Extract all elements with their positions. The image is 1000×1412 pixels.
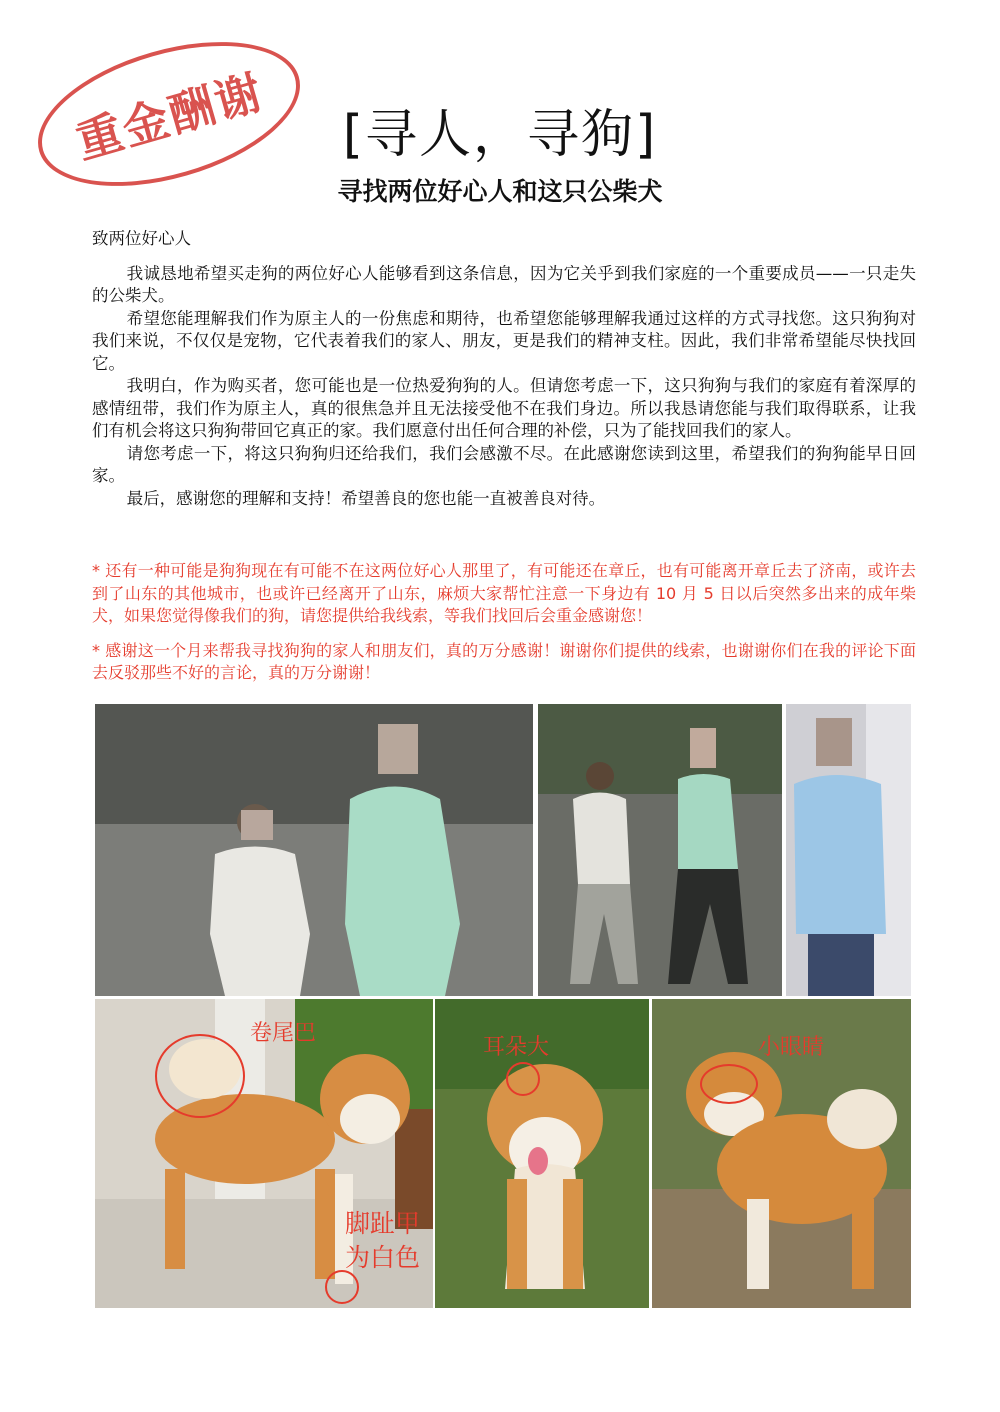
small-eyes-circle <box>700 1064 758 1104</box>
letter-body <box>92 228 916 510</box>
note: * 感谢这一个月来帮我寻找狗狗的家人和朋友们，真的万分感谢！谢谢你们提供的线索，也谢谢你们在我的评论下面去反驳那些不好的言论，真的万分谢谢！ <box>92 640 916 682</box>
paragraph: 请您考虑一下，将这只狗狗归还给我们，我们会感激不尽。在此感谢您读到这里，希望我们的狗狗能早日回家。 <box>92 443 916 485</box>
paragraph: 希望您能理解我们作为原主人的一份焦虑和期待，也希望您能够理解我通过这样的方式寻找您。这只狗狗对我们来说，不仅仅是宠物，它代表着我们的家人、朋友，更是我们的精神支柱。因此，我们非常希望能尽快找回它。 <box>92 308 916 373</box>
reward-stamp: 重金酬谢 <box>22 15 317 212</box>
big-ears-circle <box>506 1062 540 1096</box>
page-subtitle: 寻找两位好心人和这只公柴犬 <box>337 177 663 206</box>
annotation-toenails-line1: 脚趾甲 <box>345 1209 421 1238</box>
paragraph: 最后，感谢您的理解和支持！希望善良的您也能一直被善良对待。 <box>126 488 606 508</box>
annotation-big-ears: 耳朵大 <box>483 1035 550 1060</box>
paragraph: 我诚恳地希望买走狗的两位好心人能够看到这条信息，因为它关乎到我们家庭的一个重要成员——一只走失的公柴犬。 <box>92 263 916 305</box>
curly-tail-circle <box>155 1034 245 1118</box>
toenails-circle <box>325 1270 359 1304</box>
annotation-curly-tail: 卷尾巴 <box>250 1021 317 1046</box>
notes <box>92 560 916 697</box>
surveillance-photo-street <box>538 704 782 996</box>
annotation-small-eyes: 小眼睛 <box>758 1035 825 1060</box>
note: * 还有一种可能是狗狗现在有可能不在这两位好心人那里了，有可能还在章丘，也有可能离开章丘去了济南，或许去到了山东的其他城市，也或许已经离开了山东，麻烦大家帮忙注意一下身边有 10 月 5 日以后突然多出来的成年柴犬，如果您觉得像我们的狗，请您提供给我线索，等我们找回后会重金感谢您！ <box>92 561 916 625</box>
surveillance-photo-closeup <box>786 704 911 996</box>
annotation-toenails-line2: 为白色 <box>345 1243 421 1272</box>
surveillance-photo-wide <box>95 704 533 996</box>
paragraph: 我明白，作为购买者，您可能也是一位热爱狗狗的人。但请您考虑一下，这只狗狗与我们的家庭有着深厚的感情纽带，我们作为原主人，真的很焦急并且无法接受他不在我们身边。所以我恳请您能与我们取得联系，让我们有机会将这只狗狗带回它真正的家。我们愿意付出任何合理的补偿，只为了能找回我们的家人。 <box>92 376 916 440</box>
page-title: [寻人，寻狗] <box>342 105 658 165</box>
greeting: 致两位好心人 <box>92 229 191 248</box>
